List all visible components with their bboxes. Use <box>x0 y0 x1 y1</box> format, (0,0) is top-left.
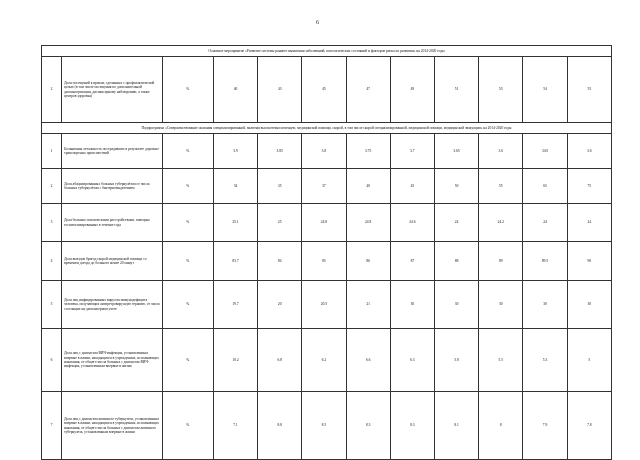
row-number: 7 <box>42 392 62 460</box>
value-cell: 24 <box>567 204 611 242</box>
indicator-name: Доля лиц с диагнозом активного туберкулеза, установленным впервые в жизни, находящихся в учреждениях, исполняющих наказания, от общего числа больных с диагнозом активного туберкулеза, установленным впервые в жизни <box>62 392 163 460</box>
value-cell: 45 <box>390 169 434 204</box>
indicator-name: Доля лиц с диагнозом ВИЧ-инфекция, установленным впервые в жизни, находящихся в учреждениях, исполняющих наказания, от общего числа больных с диагнозом ВИЧ-инфекция, установленным впервые в жизни <box>62 329 163 392</box>
row-number: 2 <box>42 169 62 204</box>
table-row <box>42 169 612 204</box>
indicator-name: Доля абацилированных больных туберкулёзом от числа больных туберкулёзом с бактериовыделением <box>62 169 163 204</box>
value-cell: 43 <box>258 57 302 123</box>
value-cell: 65 <box>523 169 567 204</box>
value-cell: 87 <box>390 242 434 281</box>
value-cell: 54 <box>523 57 567 123</box>
value-cell: 51 <box>434 57 478 123</box>
value-cell: 89 <box>479 242 523 281</box>
value-cell: 8.3 <box>390 392 434 460</box>
value-cell: 8.8 <box>258 392 302 460</box>
unit-cell: % <box>162 169 213 204</box>
unit-cell: % <box>162 281 213 329</box>
value-cell: 3.65 <box>434 134 478 169</box>
value-cell: 20 <box>258 281 302 329</box>
indicator-name: Больничная летальность пострадавших в результате дорожно-транспортных происшествий <box>62 134 163 169</box>
page-number: 6 <box>316 20 319 26</box>
value-cell: 86 <box>346 242 390 281</box>
unit-cell: % <box>162 329 213 392</box>
value-cell: 30 <box>390 281 434 329</box>
value-cell: 6.8 <box>258 329 302 392</box>
indicator-name: Доля посещений к врачам, сделанных с профилактической целью (в том числе посещения по дополнительной диспансеризации, диспансерному наблюдению, а также центров здоровья) <box>62 57 163 123</box>
value-cell: 7.9 <box>523 392 567 460</box>
value-cell: 88 <box>434 242 478 281</box>
value-cell: 7.1 <box>213 392 257 460</box>
value-cell: 35 <box>258 169 302 204</box>
value-cell: 55 <box>479 169 523 204</box>
value-cell: 20.5 <box>302 281 346 329</box>
value-cell: 49 <box>390 57 434 123</box>
section-header-row <box>42 46 612 57</box>
row-number: 3 <box>42 204 62 242</box>
value-cell: 8.1 <box>434 392 478 460</box>
value-cell: 24 <box>434 204 478 242</box>
value-cell: 45 <box>302 57 346 123</box>
value-cell: 24.8 <box>346 204 390 242</box>
unit-cell: % <box>162 204 213 242</box>
row-number: 5 <box>42 281 62 329</box>
row-number: 2 <box>42 57 62 123</box>
value-cell: 90 <box>567 242 611 281</box>
value-cell: 24 <box>523 204 567 242</box>
value-cell: 24.8 <box>302 204 346 242</box>
value-cell: 25.1 <box>213 204 257 242</box>
table-row <box>42 134 612 169</box>
value-cell: 30 <box>567 281 611 329</box>
value-cell: 83.7 <box>213 242 257 281</box>
value-cell: 3.85 <box>258 134 302 169</box>
value-cell: 3.8 <box>302 134 346 169</box>
table-row <box>42 57 612 123</box>
value-cell: 3.7 <box>390 134 434 169</box>
value-cell: 3.6 <box>479 134 523 169</box>
value-cell: 55 <box>567 57 611 123</box>
value-cell: 3.9 <box>213 134 257 169</box>
value-cell: 24.2 <box>479 204 523 242</box>
row-number: 4 <box>42 242 62 281</box>
section-header: Основное мероприятие «Развитие системы раннего выявления заболеваний, патологических состояний и факторов риска их развития» на 2014-2020 годы <box>42 46 612 57</box>
value-cell: 3.65 <box>523 134 567 169</box>
indicators-table <box>41 45 612 460</box>
value-cell: 19.7 <box>213 281 257 329</box>
value-cell: 8.5 <box>302 392 346 460</box>
table-row <box>42 242 612 281</box>
value-cell: 30 <box>523 281 567 329</box>
indicator-name: Доля лиц инфицированных вирусом иммунодефицита человека, получающих антиретровирусную терапию, от числа состоящих на диспансерном учете <box>62 281 163 329</box>
value-cell: 40 <box>213 57 257 123</box>
row-number: 1 <box>42 134 62 169</box>
value-cell: 89.5 <box>523 242 567 281</box>
table-row <box>42 281 612 329</box>
value-cell: 30 <box>479 281 523 329</box>
table-row <box>42 204 612 242</box>
value-cell: 85 <box>302 242 346 281</box>
value-cell: 30 <box>434 281 478 329</box>
value-cell: 7.8 <box>567 392 611 460</box>
value-cell: 37 <box>302 169 346 204</box>
unit-cell: % <box>162 57 213 123</box>
row-number: 6 <box>42 329 62 392</box>
value-cell: 8.3 <box>346 392 390 460</box>
unit-cell: % <box>162 134 213 169</box>
value-cell: 6.6 <box>346 329 390 392</box>
unit-cell: % <box>162 392 213 460</box>
section-header-row <box>42 123 612 134</box>
section-header: Подпрограмма «Совершенствование оказания специализированной, включая высокотехнологичную, медицинской помощи, скорой, в том числе скорой специализированной, медицинской помощи, медицинской эвакуации» на 2014-2020 годы <box>42 123 612 134</box>
value-cell: 53 <box>479 57 523 123</box>
value-cell: 10.2 <box>213 329 257 392</box>
value-cell: 5.5 <box>479 329 523 392</box>
value-cell: 25 <box>258 204 302 242</box>
value-cell: 6.3 <box>390 329 434 392</box>
value-cell: 21 <box>346 281 390 329</box>
value-cell: 40 <box>346 169 390 204</box>
value-cell: 8 <box>479 392 523 460</box>
indicator-name: Доля больных психическими расстройствами, повторно госпитализированных в течение года <box>62 204 163 242</box>
value-cell: 6.2 <box>302 329 346 392</box>
unit-cell: % <box>162 242 213 281</box>
value-cell: 47 <box>346 57 390 123</box>
value-cell: 5.8 <box>434 329 478 392</box>
indicator-name: Доля выездов бригад скорой медицинской помощи со временем доезда до больного менее 20 минут <box>62 242 163 281</box>
value-cell: 5.3 <box>523 329 567 392</box>
value-cell: 3.6 <box>567 134 611 169</box>
value-cell: 24.6 <box>390 204 434 242</box>
table-row <box>42 392 612 460</box>
value-cell: 50 <box>434 169 478 204</box>
table-row <box>42 329 612 392</box>
value-cell: 3.75 <box>346 134 390 169</box>
value-cell: 5 <box>567 329 611 392</box>
value-cell: 75 <box>567 169 611 204</box>
value-cell: 34 <box>213 169 257 204</box>
value-cell: 84 <box>258 242 302 281</box>
